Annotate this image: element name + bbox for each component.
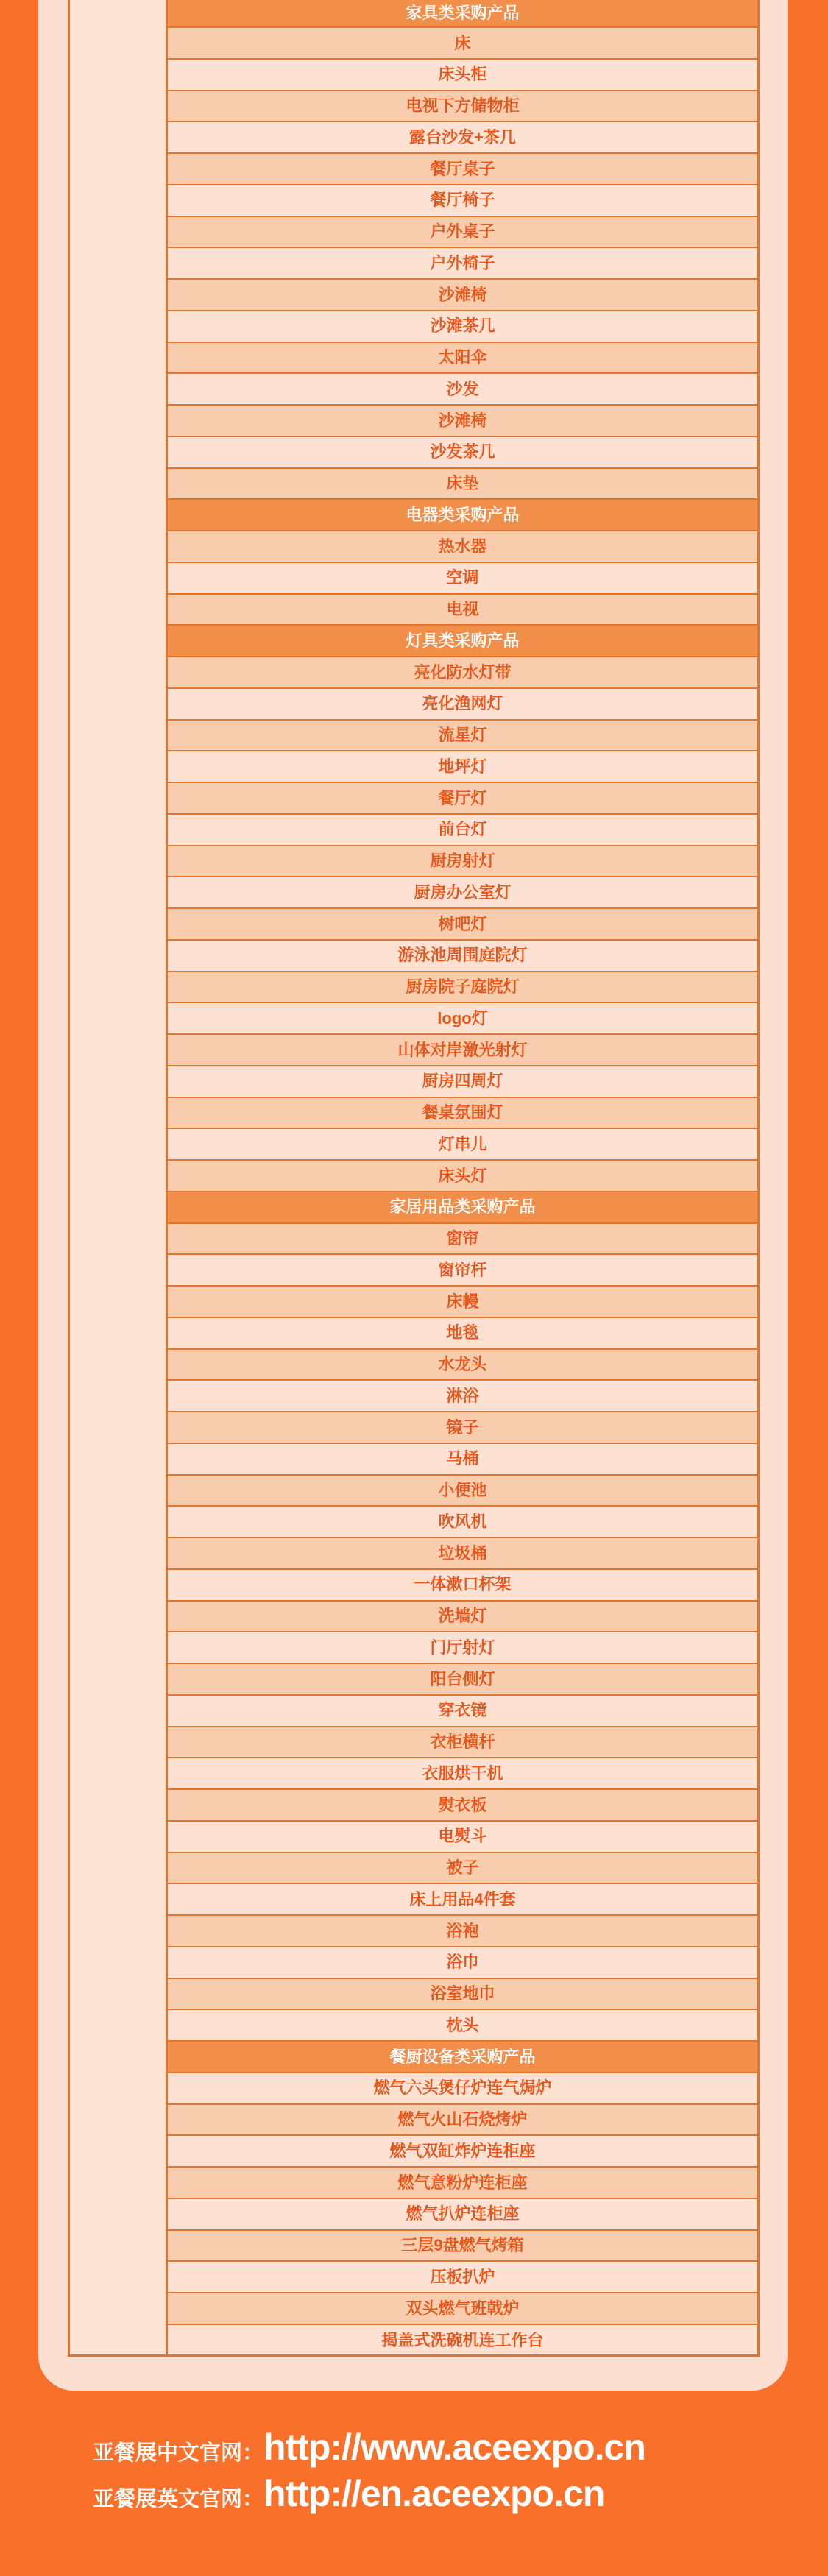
table-row: 亮化渔网灯 [168,689,757,721]
table-row: 树吧灯 [168,909,757,941]
table-row: 前台灯 [168,815,757,846]
table-row: 电视 [168,595,757,626]
table-row: 户外椅子 [168,248,757,280]
table-row: 电视下方储物柜 [168,91,757,123]
table-row: 揭盖式洗碗机连工作台 [168,2325,757,2357]
table-row: 镜子 [168,1412,757,1444]
table-row: 游泳池周围庭院灯 [168,941,757,972]
table-row: 窗帘杆 [168,1255,757,1287]
table-row: 热水器 [168,531,757,563]
table-row: 衣柜横杆 [168,1727,757,1759]
table-row: 浴室地巾 [168,1979,757,2011]
table-row: 阳台侧灯 [168,1664,757,1696]
table-row: 水龙头 [168,1350,757,1381]
table-row: 燃气扒炉连柜座 [168,2199,757,2231]
table-row: 厨房院子庭院灯 [168,972,757,1004]
footer [0,2391,828,2576]
table-row: 床头柜 [168,60,757,91]
table-row: 灯串儿 [168,1129,757,1161]
table-row: 穿衣镜 [168,1696,757,1727]
table-row: 沙滩茶几 [168,311,757,343]
table-row: 露台沙发+茶几 [168,122,757,154]
table-row: 餐桌氛围灯 [168,1098,757,1130]
table-row: 沙发茶几 [168,437,757,469]
section-header-row: 餐厨设备类采购产品 [168,2042,757,2073]
footer-url-en[interactable]: http://en.aceexpo.cn [263,2473,605,2514]
table-row: 厨房射灯 [168,846,757,878]
table-row: 马桶 [168,1444,757,1476]
table-row: 三层9盘燃气烤箱 [168,2231,757,2262]
table-row: 厨房四周灯 [168,1066,757,1098]
table-row: 燃气双缸炸炉连柜座 [168,2136,757,2168]
footer-line-en [93,2474,828,2514]
table-row: 亮化防水灯带 [168,657,757,689]
table-row: 淋浴 [168,1381,757,1412]
footer-line-cn [93,2427,828,2468]
table-left-spacer-cell [68,0,168,2357]
table-row: 沙滩椅 [168,406,757,437]
table-row: 燃气火山石烧烤炉 [168,2105,757,2137]
footer-label-en: 亚餐展英文官网： [93,2488,264,2511]
table-row: 门厅射灯 [168,1632,757,1664]
table-row: 床垫 [168,469,757,500]
table-row: 地毯 [168,1318,757,1350]
content-panel [38,0,788,2391]
table-row: 压板扒炉 [168,2262,757,2293]
section-header-row: 灯具类采购产品 [168,626,757,657]
section-header-row: 电器类采购产品 [168,500,757,531]
table-row: 浴巾 [168,1947,757,1979]
table-row: 燃气六头煲仔炉连气焗炉 [168,2073,757,2105]
table-row: 太阳伞 [168,343,757,375]
table-row: 小便池 [168,1476,757,1507]
table-row: 户外桌子 [168,217,757,249]
table-row: 枕头 [168,2010,757,2042]
table-row: 熨衣板 [168,1790,757,1822]
table-row: 被子 [168,1853,757,1885]
table-row: 沙滩椅 [168,280,757,311]
table-row: 洗墙灯 [168,1602,757,1633]
table-row: 一体漱口杯架 [168,1570,757,1602]
table-row: 垃圾桶 [168,1538,757,1570]
table-row: 床上用品4件套 [168,1884,757,1916]
table-row: 山体对岸激光射灯 [168,1035,757,1066]
table-row: 衣服烘干机 [168,1758,757,1790]
table-row: 餐厅灯 [168,783,757,815]
table-row: 双头燃气班戟炉 [168,2293,757,2325]
table-row: logo灯 [168,1003,757,1035]
section-header-row: 家具类采购产品 [168,0,757,28]
section-header-row: 家居用品类采购产品 [168,1192,757,1224]
table-rows-column [168,0,760,2357]
table-row: 空调 [168,563,757,595]
table-row: 窗帘 [168,1224,757,1256]
table-row: 吹风机 [168,1507,757,1538]
table-row: 地坪灯 [168,751,757,783]
table-row: 床幔 [168,1287,757,1318]
table-row: 餐厅椅子 [168,185,757,217]
table-row: 床 [168,28,757,60]
table-row: 流星灯 [168,721,757,752]
table-row: 浴袍 [168,1916,757,1947]
table-row: 电熨斗 [168,1822,757,1853]
purchase-products-table [68,0,760,2357]
table-row: 沙发 [168,374,757,406]
table-row: 厨房办公室灯 [168,877,757,909]
table-row: 床头灯 [168,1161,757,1192]
footer-url-cn[interactable]: http://www.aceexpo.cn [263,2427,645,2468]
table-row: 餐厅桌子 [168,154,757,185]
footer-label-cn: 亚餐展中文官网： [93,2441,264,2465]
table-row: 燃气意粉炉连柜座 [168,2168,757,2199]
